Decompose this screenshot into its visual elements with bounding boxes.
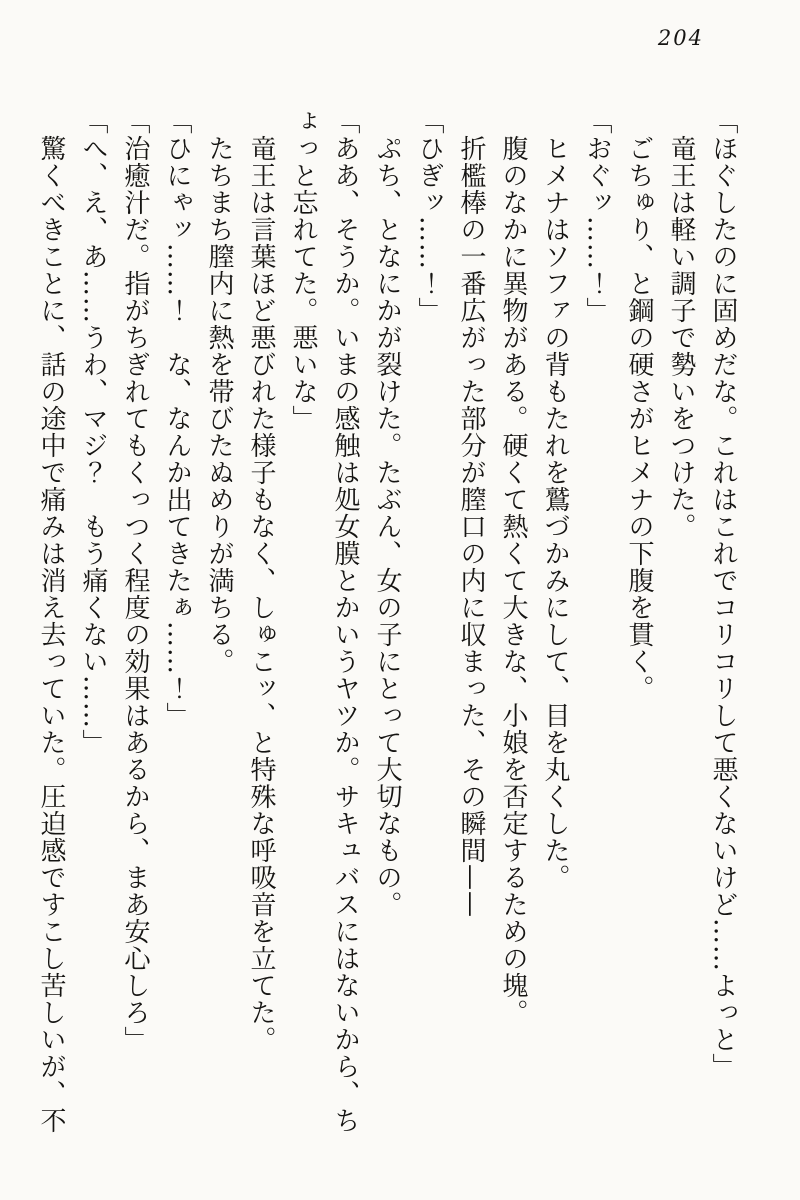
text-line: 「おぐッ……！」: [582, 108, 612, 324]
text-line: 「ひぎッ……！」: [414, 108, 444, 324]
text-line: たちまち膣内に熱を帯びたぬめりが満ちる。: [204, 135, 234, 675]
page-number: 204: [657, 26, 704, 50]
text-line: ぷち、となにかが裂けた。たぶん、女の子にとって大切なもの。: [372, 135, 402, 918]
text-line: 腹のなかに異物がある。硬くて熱くて大きな、小娘を否定するための塊。: [498, 135, 528, 1026]
text-line: 折檻棒の一番広がった部分が膣口の内に収まった、その瞬間——: [456, 135, 486, 918]
text-line: ごちゅり、と鋼の硬さがヒメナの下腹を貫く。: [624, 135, 654, 702]
text-line: 「ひにゃッ……！ な、なんか出てきたぁ……！」: [162, 108, 192, 729]
text-line: ょっと忘れてた。悪いな」: [288, 108, 318, 432]
text-line: 竜王は言葉ほど悪びれた様子もなく、しゅこッ、と特殊な呼吸音を立てた。: [246, 135, 276, 1053]
text-line: 「へ、え、あ……うわ、マジ？ もう痛くない……」: [78, 108, 108, 756]
text-line: 驚くべきことに、話の途中で痛みは消え去っていた。圧迫感ですこし苦しいが、不: [36, 135, 66, 1134]
body-text: [30, 108, 744, 1156]
text-line: 「ほぐしたのに固めだな。これはこれでコリコリして悪くないけど……よっと」: [708, 108, 738, 1080]
text-line: 竜王は軽い調子で勢いをつけた。: [666, 135, 696, 540]
text-line: 「治癒汁だ。指がちぎれてもくっつく程度の効果はあるから、まあ安心しろ」: [120, 108, 150, 1053]
text-line: 「ああ、そうか。いまの感触は処女膜とかいうヤツか。サキュバスにはないから、ち: [330, 108, 360, 1134]
text-line: ヒメナはソファの背もたれを鷲づかみにして、目を丸くした。: [540, 135, 570, 891]
